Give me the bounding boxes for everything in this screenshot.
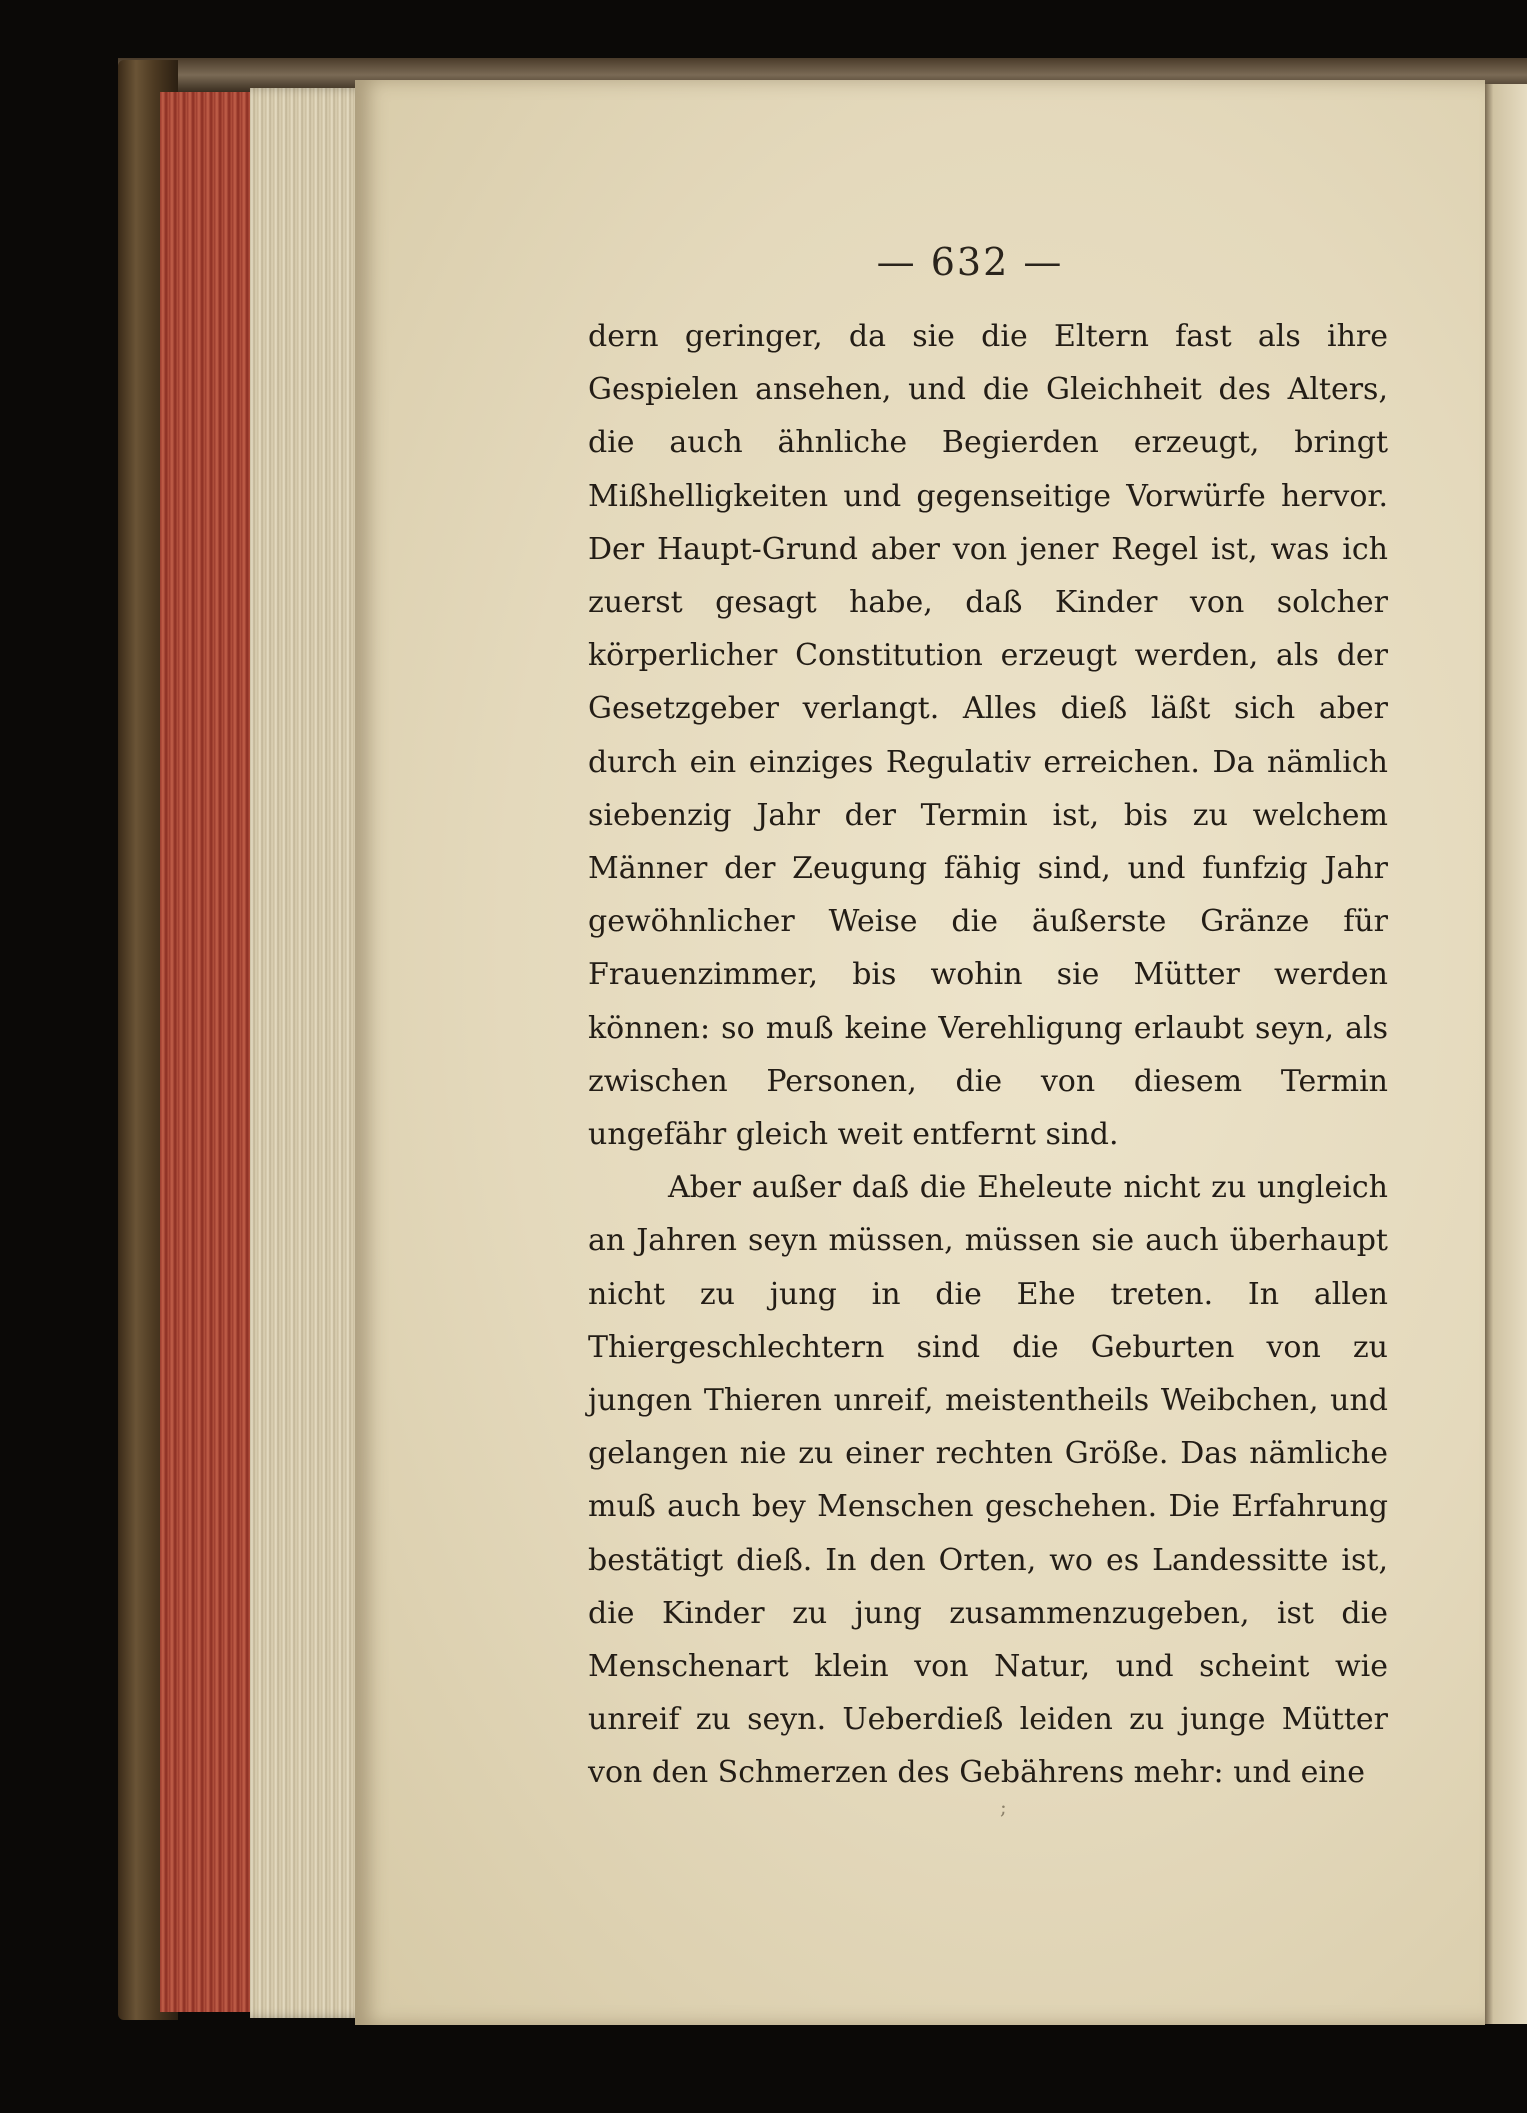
- paragraph-1: dern geringer, da sie die Eltern fast als ihre Gespielen ansehen, und die Gleichheit des Alters, die auch ähnliche Begierden erzeugt, bringt Mißhelligkeiten und gegenseitige Vorwürfe hervor. Der Haupt-Grund aber von jener Regel ist, was ich zuerst gesagt habe, daß Kinder von solcher körperlicher Constitution erzeugt werden, als der Gesetzgeber verlangt. Alles dieß läßt sich aber durch ein einziges Regulativ erreichen. Da nämlich siebenzig Jahr der Termin ist, bis zu welchem Männer der Zeugung fähig sind, und funfzig Jahr gewöhnlicher Weise die äußerste Gränze für Frauenzimmer, bis wohin sie Mütter werden können: so muß keine Verehligung erlaubt seyn, als zwischen Personen, die von diesem Termin ungefähr gleich weit entfernt sind.: [588, 319, 1388, 1153]
- marginal-mark: ;: [1000, 1795, 1007, 1819]
- page-body-text: [588, 310, 1388, 1800]
- facing-page-edge: [1482, 84, 1527, 2024]
- paragraph-2: Aber außer daß die Eheleute nicht zu ungleich an Jahren seyn müssen, müssen sie auch überhaupt nicht zu jung in die Ehe treten. In allen Thiergeschlechtern sind die Geburten von zu jungen Thieren unreif, meistentheils Weibchen, und gelangen nie zu einer rechten Größe. Das nämliche muß auch bey Menschen geschehen. Die Erfahrung bestätigt dieß. In den Orten, wo es Landessitte ist, die Kinder zu jung zusammenzugeben, ist die Menschenart klein von Natur, und scheint wie unreif zu seyn. Ueberdieß leiden zu junge Mütter von den Schmerzen des Gebährens mehr: und eine: [588, 1170, 1388, 1791]
- page-stack-edges: [250, 88, 370, 2018]
- red-page-edges: [160, 92, 255, 2012]
- page-number: — 632 —: [876, 240, 1064, 284]
